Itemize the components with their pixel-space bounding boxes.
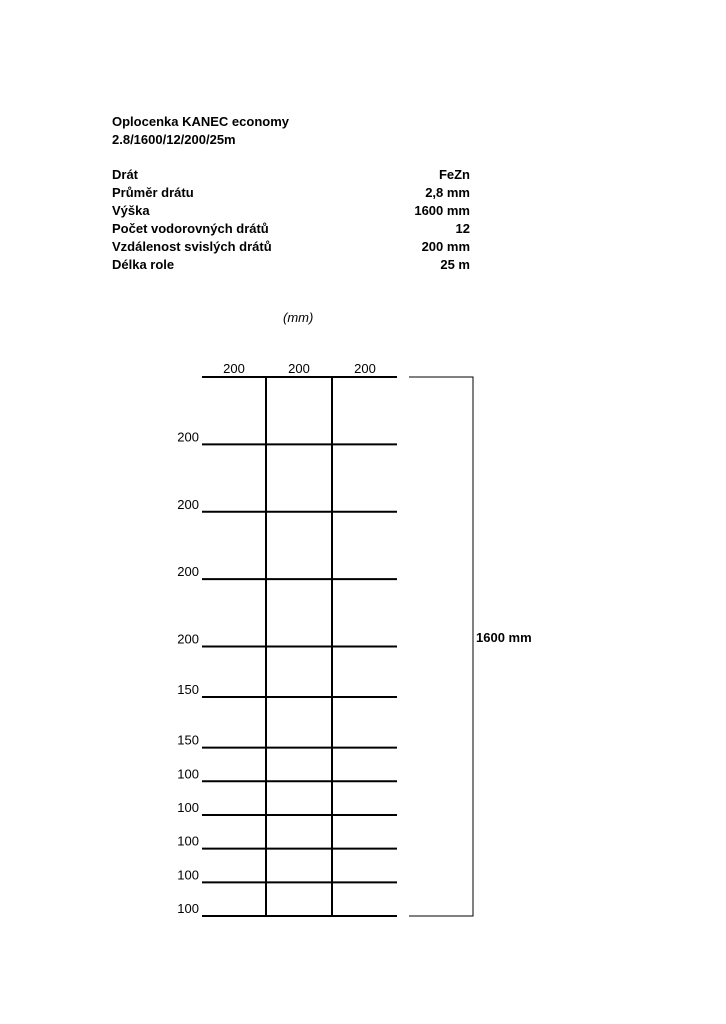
column-spacing-label: 200 [288,361,310,376]
spec-label: Průměr drátu [112,185,194,200]
height-dimension-bracket [409,377,473,916]
row-spacing-label: 100 [177,867,199,883]
spec-value: 25 m [440,257,470,272]
spec-label: Vzdálenost svislých drátů [112,239,272,254]
spec-value: FeZn [438,167,470,182]
spec-value: 1600 mm [414,203,470,218]
spec-value: 2,8 mm [425,185,470,200]
row-spacing-label: 200 [177,631,199,647]
row-spacing-label: 100 [177,901,199,916]
total-height-label: 1600 mm [476,630,532,645]
product-name: Oplocenka KANEC economy [112,114,289,129]
spec-value: 200 mm [421,239,470,254]
row-spacing-label: 100 [177,833,199,849]
row-spacing-label: 100 [177,766,199,782]
row-spacing-label: 200 [177,429,199,445]
spec-label: Počet vodorovných drátů [112,221,269,236]
row-spacing-label: 200 [177,496,199,512]
product-code: 2.8/1600/12/200/25m [112,132,236,147]
column-spacing-label: 200 [223,361,245,376]
row-spacing-label: 200 [177,564,199,580]
spec-label: Drát [112,167,139,182]
row-spacing-label: 150 [177,682,199,698]
unit-note: (mm) [283,310,314,325]
row-spacing-label: 100 [177,799,199,815]
column-spacing-label: 200 [354,361,376,376]
spec-label: Délka role [112,257,175,272]
row-spacing-label: 150 [177,732,199,748]
spec-value: 12 [455,221,470,236]
spec-label: Výška [112,203,150,218]
